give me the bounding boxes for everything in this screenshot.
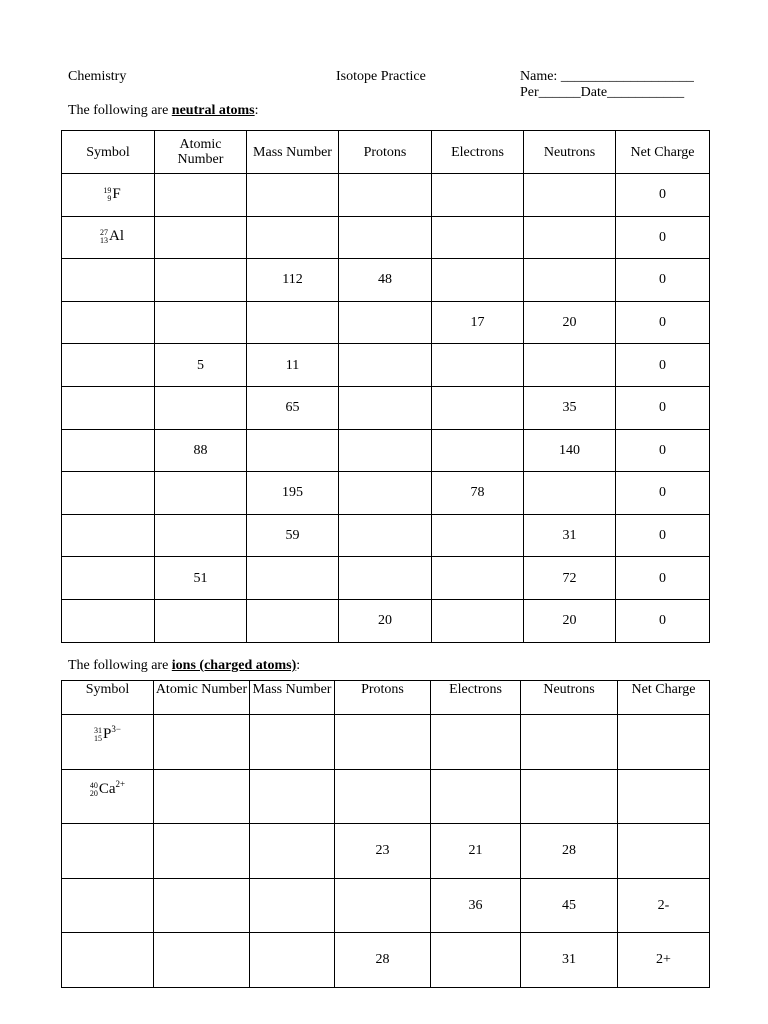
ion-cell-net-charge[interactable] (618, 824, 710, 879)
neutral-cell-mass-number[interactable] (247, 429, 339, 472)
table-row (62, 174, 710, 217)
neutral-cell-atomic-number[interactable] (155, 301, 247, 344)
name-field[interactable]: Name: ___________________ (520, 69, 694, 84)
neutral-cell-mass-number[interactable] (247, 216, 339, 259)
neutral-cell-symbol[interactable] (62, 599, 155, 642)
ion-header-protons: Protons (335, 681, 431, 715)
neutral-cell-net-charge[interactable]: 0 (616, 386, 710, 429)
ion-charge: 3− (111, 724, 121, 735)
per-date-field[interactable]: Per______Date___________ (520, 85, 685, 100)
neutral-intro-bold: neutral atoms (171, 103, 255, 118)
ion-cell-atomic-number[interactable] (154, 769, 250, 824)
ion-cell-neutrons[interactable] (521, 769, 618, 824)
neutral-cell-electrons[interactable]: 17 (432, 301, 524, 344)
neutral-cell-atomic-number[interactable] (155, 472, 247, 515)
neutral-cell-atomic-number[interactable]: 88 (155, 429, 247, 472)
neutral-cell-protons[interactable]: 48 (339, 259, 432, 302)
ion-cell-symbol[interactable] (62, 715, 154, 770)
ion-cell-electrons[interactable] (431, 715, 521, 770)
ions-intro (68, 658, 300, 674)
neutral-cell-protons[interactable] (339, 514, 432, 557)
neutral-cell-net-charge[interactable]: 0 (616, 599, 710, 642)
table-row (62, 344, 710, 387)
neutral-cell-symbol[interactable] (62, 472, 155, 515)
neutral-cell-atomic-number[interactable] (155, 386, 247, 429)
table-row (62, 715, 710, 770)
ion-cell-net-charge[interactable]: 2+ (618, 933, 710, 988)
mass-superscript: 27 (100, 228, 108, 238)
neutral-intro-suffix: : (254, 103, 259, 118)
neutral-cell-electrons[interactable] (432, 514, 524, 557)
neutral-cell-neutrons[interactable]: 20 (524, 599, 616, 642)
neutral-cell-atomic-number[interactable]: 51 (155, 557, 247, 600)
neutral-cell-neutrons[interactable] (524, 472, 616, 515)
ion-cell-net-charge[interactable]: 2- (618, 878, 710, 933)
ion-cell-atomic-number[interactable] (154, 878, 250, 933)
neutral-cell-symbol[interactable] (62, 514, 155, 557)
table-row (62, 472, 710, 515)
ion-cell-neutrons[interactable]: 31 (521, 933, 618, 988)
table-row (62, 259, 710, 302)
nuclide-notation (94, 727, 102, 743)
neutral-cell-mass-number[interactable]: 112 (247, 259, 339, 302)
neutral-cell-net-charge[interactable]: 0 (616, 301, 710, 344)
atomic-subscript: 13 (100, 236, 108, 246)
ion-cell-protons[interactable]: 28 (335, 933, 431, 988)
neutral-cell-neutrons[interactable]: 35 (524, 386, 616, 429)
neutral-cell-electrons[interactable] (432, 174, 524, 217)
atomic-subscript: 20 (89, 788, 98, 798)
neutral-cell-electrons[interactable] (432, 216, 524, 259)
ion-cell-electrons[interactable]: 21 (431, 824, 521, 879)
neutral-cell-mass-number[interactable] (247, 174, 339, 217)
neutral-cell-mass-number[interactable] (247, 599, 339, 642)
neutral-cell-electrons[interactable] (432, 429, 524, 472)
neutral-cell-electrons[interactable] (432, 386, 524, 429)
neutral-cell-symbol[interactable] (62, 344, 155, 387)
neutral-cell-symbol[interactable] (62, 174, 155, 217)
neutral-header-protons: Protons (339, 131, 432, 174)
table-row (62, 824, 710, 879)
neutral-cell-net-charge[interactable]: 0 (616, 514, 710, 557)
neutral-cell-atomic-number[interactable]: 5 (155, 344, 247, 387)
ion-cell-electrons[interactable] (431, 769, 521, 824)
neutral-cell-protons[interactable] (339, 344, 432, 387)
ion-cell-protons[interactable]: 23 (335, 824, 431, 879)
neutral-cell-net-charge[interactable]: 0 (616, 429, 710, 472)
ion-header-electrons: Electrons (431, 681, 521, 715)
neutral-cell-protons[interactable] (339, 557, 432, 600)
ion-header-atomic-number: Atomic Number (154, 681, 250, 715)
neutral-intro (68, 103, 259, 119)
ion-cell-mass-number[interactable] (250, 715, 335, 770)
ion-cell-electrons[interactable] (431, 933, 521, 988)
mass-superscript: 40 (89, 780, 98, 790)
neutral-cell-protons[interactable] (339, 386, 432, 429)
element-symbol: Ca (98, 780, 116, 797)
atomic-subscript: 9 (107, 193, 112, 203)
neutral-header-atomic-number: Atomic Number (155, 131, 247, 174)
ion-cell-symbol[interactable] (62, 878, 154, 933)
ion-charge: 2+ (115, 778, 126, 789)
neutral-cell-symbol[interactable] (62, 301, 155, 344)
ion-cell-net-charge[interactable] (618, 715, 710, 770)
neutral-header-neutrons: Neutrons (524, 131, 616, 174)
ion-cell-protons[interactable] (335, 715, 431, 770)
nuclide-notation (103, 187, 111, 203)
table-row (62, 769, 710, 824)
ion-header-symbol: Symbol (62, 681, 154, 715)
neutral-cell-mass-number[interactable]: 11 (247, 344, 339, 387)
neutral-cell-symbol[interactable] (62, 259, 155, 302)
neutral-cell-protons[interactable] (339, 429, 432, 472)
neutral-cell-net-charge[interactable]: 0 (616, 472, 710, 515)
element-symbol: Al (109, 228, 124, 245)
neutral-cell-electrons[interactable] (432, 344, 524, 387)
neutral-header-electrons: Electrons (432, 131, 524, 174)
ion-cell-symbol[interactable] (62, 769, 154, 824)
table-row (62, 216, 710, 259)
neutral-cell-protons[interactable] (339, 472, 432, 515)
ion-cell-atomic-number[interactable] (154, 933, 250, 988)
neutral-header-mass-number: Mass Number (247, 131, 339, 174)
neutral-cell-symbol[interactable] (62, 216, 155, 259)
ions-intro-suffix: : (296, 658, 301, 673)
ion-cell-neutrons[interactable] (521, 715, 618, 770)
ions-table (61, 680, 710, 988)
neutral-cell-protons[interactable] (339, 174, 432, 217)
table-row (62, 557, 710, 600)
ion-cell-neutrons[interactable]: 45 (521, 878, 618, 933)
ion-cell-protons[interactable] (335, 769, 431, 824)
neutral-cell-mass-number[interactable]: 195 (247, 472, 339, 515)
atomic-subscript: 15 (94, 734, 103, 743)
neutral-cell-net-charge[interactable]: 0 (616, 557, 710, 600)
neutral-cell-electrons[interactable] (432, 557, 524, 600)
ion-cell-net-charge[interactable] (618, 769, 710, 824)
worksheet-title: Isotope Practice (336, 69, 426, 84)
ion-cell-symbol[interactable] (62, 824, 154, 879)
neutral-cell-atomic-number[interactable] (155, 216, 247, 259)
table-row (62, 386, 710, 429)
neutral-intro-prefix: The following are (68, 103, 172, 118)
neutral-cell-net-charge[interactable]: 0 (616, 344, 710, 387)
neutral-cell-neutrons[interactable] (524, 259, 616, 302)
ion-cell-mass-number[interactable] (250, 769, 335, 824)
neutral-cell-neutrons[interactable]: 20 (524, 301, 616, 344)
element-symbol: F (112, 186, 121, 203)
neutral-cell-symbol[interactable] (62, 429, 155, 472)
neutral-cell-protons[interactable] (339, 301, 432, 344)
mass-superscript: 19 (103, 185, 112, 195)
element-symbol: P (103, 726, 112, 743)
neutral-header-symbol: Symbol (62, 131, 155, 174)
neutral-cell-atomic-number[interactable] (155, 259, 247, 302)
neutral-cell-symbol[interactable] (62, 386, 155, 429)
ion-header-mass-number: Mass Number (250, 681, 335, 715)
ion-cell-protons[interactable] (335, 878, 431, 933)
ion-cell-symbol[interactable] (62, 933, 154, 988)
neutral-cell-net-charge[interactable]: 0 (616, 216, 710, 259)
neutral-cell-mass-number[interactable]: 59 (247, 514, 339, 557)
table-row (62, 429, 710, 472)
neutral-cell-protons[interactable] (339, 216, 432, 259)
neutral-header-net-charge: Net Charge (616, 131, 710, 174)
table-row (62, 878, 710, 933)
neutral-atoms-table (61, 130, 710, 643)
nuclide-notation (90, 782, 98, 798)
nuclide-notation (100, 229, 108, 245)
ion-cell-mass-number[interactable] (250, 933, 335, 988)
neutral-cell-atomic-number[interactable] (155, 599, 247, 642)
neutral-cell-electrons[interactable] (432, 259, 524, 302)
ion-cell-mass-number[interactable] (250, 824, 335, 879)
neutral-cell-neutrons[interactable] (524, 174, 616, 217)
table-row (62, 301, 710, 344)
ion-cell-electrons[interactable]: 36 (431, 878, 521, 933)
ion-cell-neutrons[interactable]: 28 (521, 824, 618, 879)
mass-superscript: 31 (94, 726, 103, 735)
neutral-cell-net-charge[interactable]: 0 (616, 259, 710, 302)
ion-cell-mass-number[interactable] (250, 878, 335, 933)
neutral-cell-protons[interactable]: 20 (339, 599, 432, 642)
neutral-cell-symbol[interactable] (62, 557, 155, 600)
table-row (62, 933, 710, 988)
ions-intro-bold: ions (charged atoms) (171, 658, 297, 673)
ion-header-neutrons: Neutrons (521, 681, 618, 715)
neutral-cell-neutrons[interactable]: 72 (524, 557, 616, 600)
neutral-cell-electrons[interactable] (432, 599, 524, 642)
neutral-cell-atomic-number[interactable] (155, 514, 247, 557)
neutral-cell-neutrons[interactable]: 140 (524, 429, 616, 472)
neutral-cell-mass-number[interactable] (247, 557, 339, 600)
neutral-cell-neutrons[interactable] (524, 344, 616, 387)
ions-intro-prefix: The following are (68, 658, 172, 673)
neutral-cell-mass-number[interactable] (247, 301, 339, 344)
ion-header-net-charge: Net Charge (618, 681, 710, 715)
subject-label: Chemistry (68, 69, 127, 84)
table-row (62, 514, 710, 557)
neutral-cell-neutrons[interactable] (524, 216, 616, 259)
neutral-cell-neutrons[interactable]: 31 (524, 514, 616, 557)
ion-cell-atomic-number[interactable] (154, 715, 250, 770)
ion-cell-atomic-number[interactable] (154, 824, 250, 879)
neutral-cell-atomic-number[interactable] (155, 174, 247, 217)
neutral-cell-mass-number[interactable]: 65 (247, 386, 339, 429)
neutral-cell-electrons[interactable]: 78 (432, 472, 524, 515)
table-row (62, 599, 710, 642)
neutral-cell-net-charge[interactable]: 0 (616, 174, 710, 217)
